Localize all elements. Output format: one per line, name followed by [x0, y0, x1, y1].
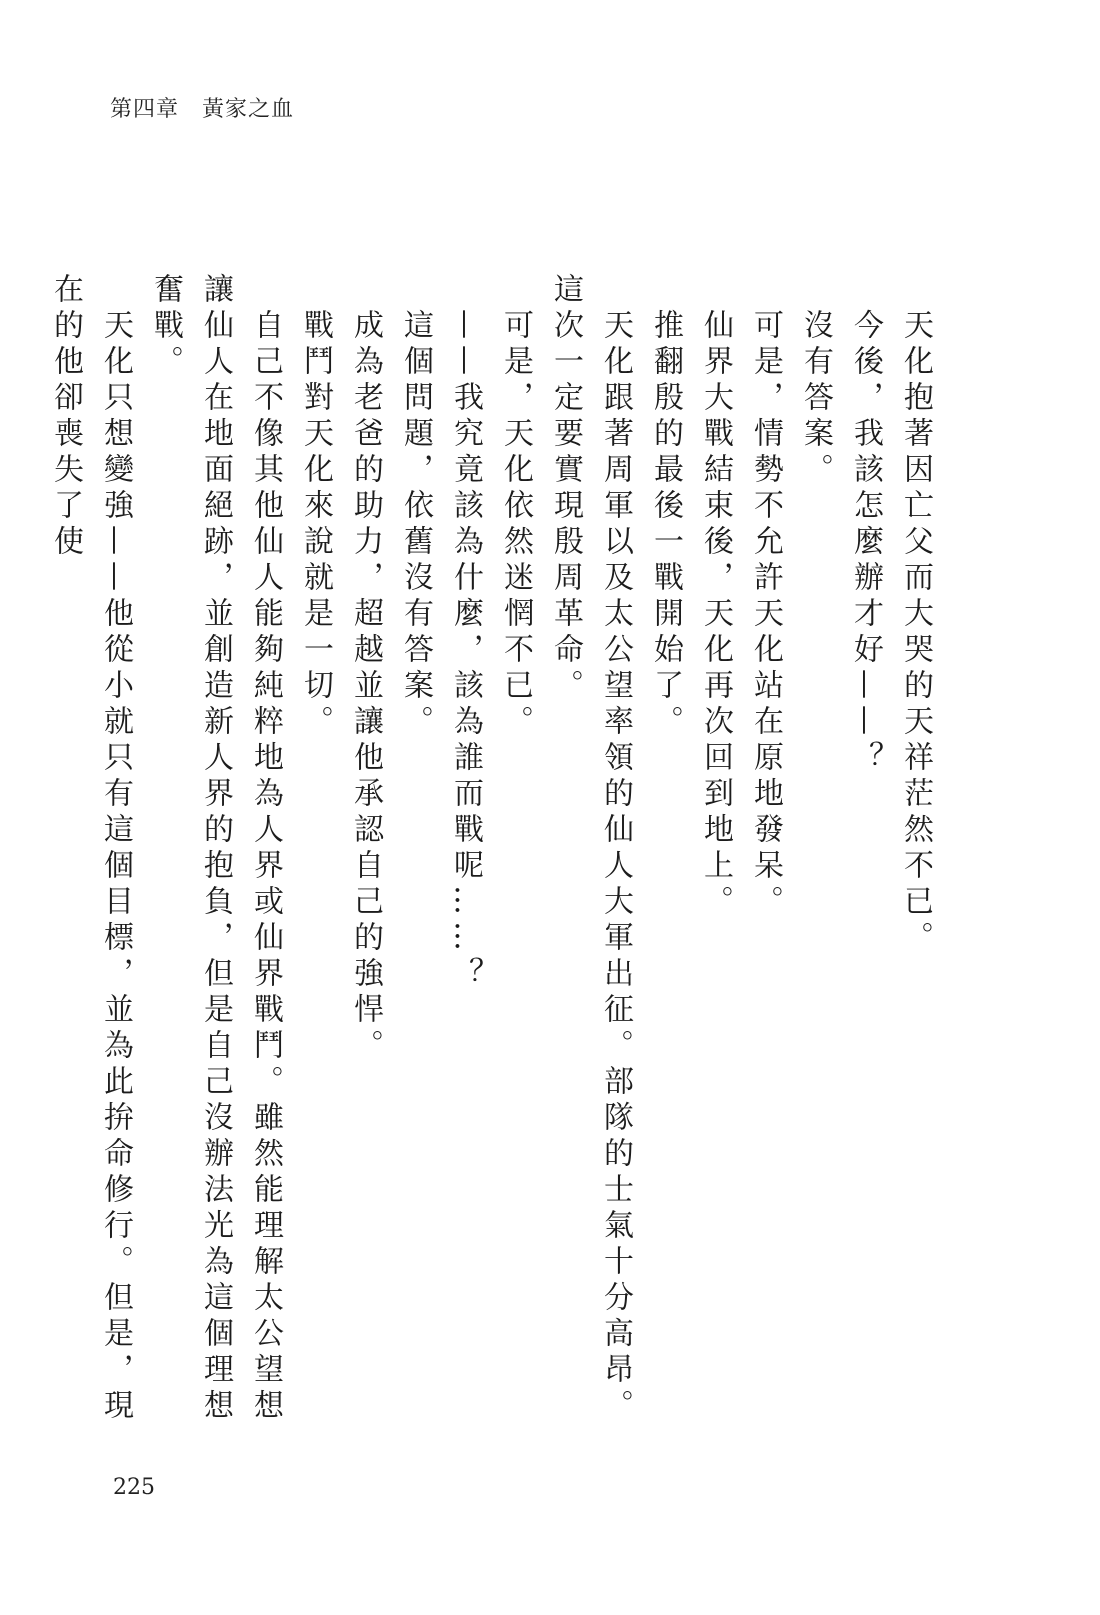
paragraph: 戰鬥對天化來說就是一切。 — [298, 309, 333, 741]
chapter-title: 黃家之血 — [202, 97, 295, 122]
paragraph: ——我究竟該為什麼，該為誰而戰呢……？ — [448, 309, 483, 993]
paragraph: 這個問題，依舊沒有答案。 — [398, 309, 433, 741]
paragraph: 推翻殷的最後一戰開始了。 — [648, 309, 683, 741]
vertical-body-text — [40, 273, 940, 1453]
paragraph: 天化只想變強——他從小就只有這個目標，並為此拚命修行。但是，現在的他卻喪失了使 — [48, 273, 133, 1425]
paragraph: 可是，天化依然迷惘不已。 — [498, 309, 533, 741]
paragraph: 成為老爸的助力，超越並讓他承認自己的強悍。 — [348, 309, 383, 1065]
page-number: 225 — [113, 1475, 155, 1500]
chapter-number: 第四章 — [110, 97, 180, 122]
paragraph: 天化跟著周軍以及太公望率領的仙人大軍出征。部隊的士氣十分高昂。這次一定要實現殷周革命。 — [548, 273, 633, 1425]
paragraph: 可是，情勢不允許天化站在原地發呆。 — [748, 309, 783, 921]
paragraph: 今後，我該怎麼辦才好——？ — [848, 309, 883, 777]
paragraph: 天化抱著因亡父而大哭的天祥茫然不已。 — [898, 309, 933, 957]
header-separator — [179, 97, 202, 122]
paragraph: 自己不像其他仙人能夠純粹地為人界或仙界戰鬥。雖然能理解太公望想讓仙人在地面絕跡，並創造新人界的抱負，但是自己沒辦法光為這個理想奮戰。 — [148, 273, 283, 1425]
paragraph: 沒有答案。 — [798, 309, 833, 489]
paragraph: 仙界大戰結束後，天化再次回到地上。 — [698, 309, 733, 921]
running-head — [110, 92, 294, 123]
